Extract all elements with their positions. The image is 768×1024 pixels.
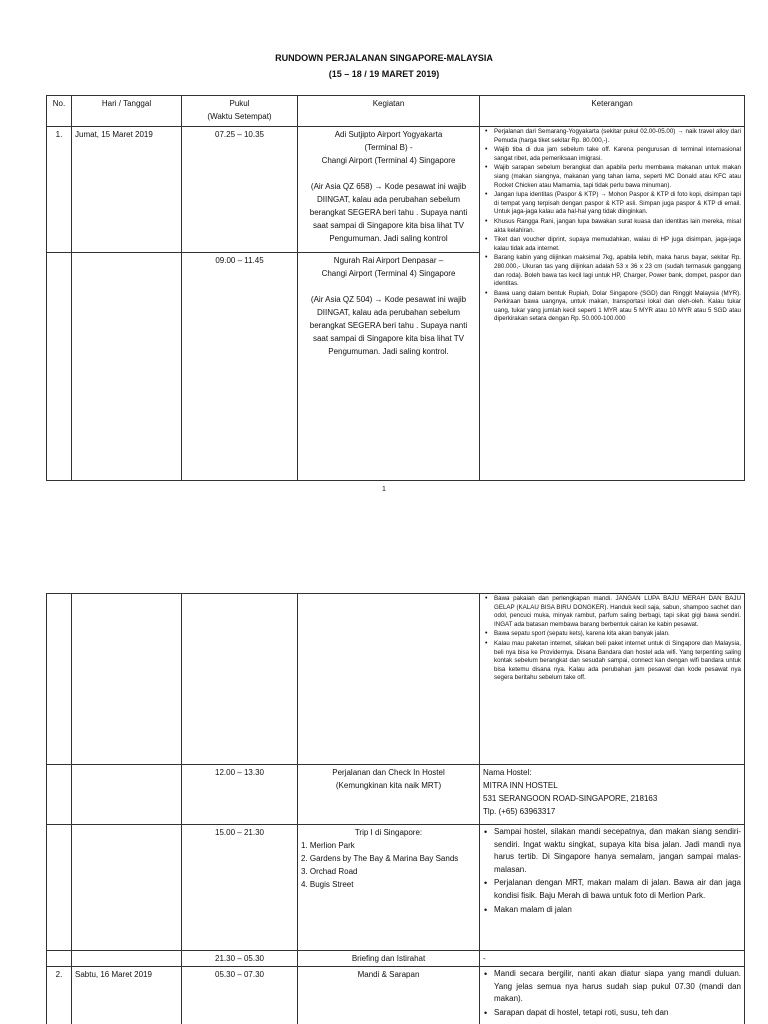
row-no — [47, 765, 72, 825]
row-keterangan — [480, 127, 745, 481]
list-item: • Kalau mau paketan internet, silakan beli paket internet untuk di Singapore dan Malaysia, beli nya bisa ke Providernya. Disana Bandara dan hostel ada wifi. Yang terpenting saling kontak sebelum berangkat dan sesudah sampai, connect kan dengan wifi bandara untuk bisa ketemu disana nya. Kalau ada perubahan jam pesawat dan kode pesawat nya segera beritahu sebelum take off. — [494, 640, 741, 683]
header-pukul — [182, 96, 298, 127]
row-keterangan — [480, 825, 745, 951]
table-header-row — [47, 96, 745, 127]
row-no: 2. — [47, 967, 72, 1024]
table-row — [47, 967, 745, 1024]
list-item: • Tiket dan voucher diprint, supaya memudahkan, walau di HP juga disimpan, jaga-jaga kalau tidak ada internet. — [494, 236, 741, 253]
table-row — [47, 765, 745, 825]
hostel-name: MITRA INN HOSTEL — [483, 781, 558, 790]
kegiatan-line: Perjalanan dan Check In Hostel — [332, 768, 445, 777]
rundown-table-page-1 — [46, 95, 745, 481]
row-no — [47, 253, 72, 481]
row-kegiatan — [298, 825, 480, 951]
row-hari — [72, 825, 182, 951]
trip-list — [301, 839, 476, 891]
kegiatan-body: (Air Asia QZ 658) → Kode pesawat ini wajib DIINGAT, kalau ada perubahan sebelum berangkat SEGERA beri tahu . Supaya nanti saat sampai di Singapore kita bisa lihat TV Pengumuman. Jadi saling kontrol — [309, 182, 468, 243]
row-kegiatan — [298, 594, 480, 765]
row-keterangan — [480, 967, 745, 1024]
kegiatan-body: (Air Asia QZ 504) → Kode pesawat ini wajib DIINGAT, kalau ada perubahan sebelum berangkat SEGERA beri tahu . Supaya nanti saat sampai di Singapore kita bisa lihat TV Pengumuman. Jadi saling kontrol. — [309, 295, 468, 356]
row-kegiatan: Mandi & Sarapan — [298, 967, 480, 1024]
row-kegiatan — [298, 765, 480, 825]
row-keterangan: - — [480, 951, 745, 967]
header-pukul-label: Pukul — [229, 99, 250, 108]
page-number: 1 — [382, 486, 386, 493]
list-item: • Bawa pakaian dan perlengkapan mandi. JANGAN LUPA BAJU MERAH DAN BAJU GELAP (KALAU BISA BIRU DONGKER). Handuk kecil saja, sabun, shampoo sachet dan odol, pencuci muka, minyak rambut, parfum saling berbagi, tapi sikat gigi bawa sendiri. INGAT ada batasan membawa barang berbentuk cairan ke kabin pesawat. — [494, 595, 741, 629]
list-item: • Jangan lupa identitas (Paspor & KTP) → Mohon Paspor & KTP di foto kopi, disimpan tapi di tempat yang terpisah dengan paspor & KTP asli. Simpan juga paspor & KTP di email. Untuk jaga-jaga kalau ada hal-hal yang tidak diinginkan. — [494, 191, 741, 217]
row-hari — [72, 765, 182, 825]
list-item: • Makan malam di jalan — [494, 904, 741, 917]
list-item: • Khusus Rangga Rani, jangan lupa bawakan surat kuasa dan identitas lain mereka, misal akta kelahiran. — [494, 218, 741, 235]
rundown-table-page-2 — [46, 593, 745, 1024]
header-kegiatan: Kegiatan — [298, 96, 480, 127]
kegiatan-heading-line: Adi Sutjipto Airport Yogyakarta — [334, 130, 443, 139]
row-pukul: 07.25 – 10.35 — [182, 127, 298, 253]
list-item: 2. Gardens by The Bay & Marina Bay Sands — [301, 854, 459, 863]
row-pukul — [182, 594, 298, 765]
list-item: • Sampai hostel, silakan mandi secepatnya, dan makan siang sendiri-sendiri. Ingat waktu singkat, supaya kita bisa jalan. Jadi mandi nya harus tertib. Di Singapore hanya semalam, jangan sampai malas-malasan. — [494, 826, 741, 876]
page-gap — [0, 512, 768, 592]
list-item: 3. Orchad Road — [301, 867, 358, 876]
hostel-phone: Tlp. (+65) 63963317 — [483, 807, 556, 816]
header-no: No. — [47, 96, 72, 127]
list-item: • Wajib tiba di dua jam sebelum take off. Karena pengurusan di terminal internasional sangat ribet, ada pemeriksaan imigrasi. — [494, 146, 741, 163]
header-pukul-sub: (Waktu Setempat) — [207, 112, 272, 121]
row-pukul: 12.00 – 13.30 — [182, 765, 298, 825]
list-item: • Perjalanan dengan MRT, makan malam di jalan. Bawa air dan jaga kondisi fisik. Baju Merah di bawa untuk foto di Merlion Park. — [494, 877, 741, 902]
keterangan-list — [483, 128, 741, 324]
trip-title: Trip I di Singapore: — [354, 828, 423, 837]
row-pukul: 09.00 – 11.45 — [182, 253, 298, 481]
list-item: 4. Bugis Street — [301, 880, 354, 889]
list-item: • Perjalanan dari Semarang-Yogyakarta (sekitar pukul 02.00-05.00) → naik travel alloy dari Pemuda (harga tiket sekitar Rp. 80.000,-). — [494, 128, 741, 145]
row-keterangan — [480, 765, 745, 825]
list-item: 1. Merlion Park — [301, 841, 355, 850]
row-keterangan — [480, 594, 745, 765]
row-kegiatan — [298, 127, 480, 253]
row-no: 1. — [47, 127, 72, 253]
row-pukul: 05.30 – 07.30 — [182, 967, 298, 1024]
document-page-2 — [0, 592, 768, 1024]
keterangan-list — [483, 595, 741, 683]
row-hari — [72, 594, 182, 765]
header-keterangan: Keterangan — [480, 96, 745, 127]
list-item: • Bawa uang dalam bentuk Rupiah, Dolar Singapore (SGD) dan Ringgit Malaysia (MYR). Perkiraan bawa uangnya, untuk makan, transportasi lokal dan oleh-oleh. Kalau tukar uang, tukar yang jumlah kecil seperti 1 MYR atau 5 MYR atau 10 MYR atau 5 SGD atau diperkirakan setara dengan Rp. 50.000-100.000 — [494, 290, 741, 324]
row-no — [47, 951, 72, 967]
table-row — [47, 127, 745, 253]
kegiatan-heading-line: Changi Airport (Terminal 4) Singapore — [321, 269, 456, 278]
list-item: • Bawa sepatu sport (sepatu kets), karena kita akan banyak jalan. — [494, 630, 741, 639]
row-no — [47, 825, 72, 951]
header-hari: Hari / Tanggal — [72, 96, 182, 127]
list-item: • Barang kabin yang diijinkan maksimal 7kg, apabila lebih, maka harus bayar, sekitar Rp. 280.000,- Ukuran tas yang diijinkan adalah 53 x 36 x 23 cm (sudah termasuk ganggang dan roda). Boleh bawa tas kecil lagi untuk HP, Charger, Power bank, dompet, paspor dan identitas. — [494, 254, 741, 288]
row-hari — [72, 253, 182, 481]
document-subtitle: (15 – 18 / 19 MARET 2019) — [328, 69, 440, 79]
table-row — [47, 594, 745, 765]
hostel-label: Nama Hostel: — [483, 768, 532, 777]
hostel-address: 531 SERANGOON ROAD-SINGAPORE, 218163 — [483, 794, 658, 803]
list-item: • Wajib sarapan sebelum berangkat dan apabila perlu membawa makanan untuk makan siang (makan siangnya, makanan yang tahan lama, seperti MC Donald atau KFC atau Rocket Chicken atau Mamamia, tapi tidak perlu bawa minuman). — [494, 164, 741, 190]
keterangan-list — [483, 826, 741, 916]
kegiatan-heading-line: Changi Airport (Terminal 4) Singapore — [321, 156, 456, 165]
kegiatan-line: (Kemungkinan kita naik MRT) — [335, 781, 442, 790]
row-hari — [72, 951, 182, 967]
row-kegiatan: Briefing dan Istirahat — [298, 951, 480, 967]
list-item: • Sarapan dapat di hostel, tetapi roti, susu, teh dan — [494, 1007, 741, 1020]
row-hari: Sabtu, 16 Maret 2019 — [72, 967, 182, 1024]
row-hari: Jumat, 15 Maret 2019 — [72, 127, 182, 253]
table-row — [47, 825, 745, 951]
table-row — [47, 951, 745, 967]
kegiatan-heading-line: (Terminal B) - — [364, 143, 413, 152]
keterangan-list — [483, 968, 741, 1019]
list-item: • Mandi secara bergilir, nanti akan diatur siapa yang mandi duluan. Yang jelas semua nya harus sudah siap pukul 07.30 (mandi dan makan). — [494, 968, 741, 1006]
row-pukul: 21.30 – 05.30 — [182, 951, 298, 967]
kegiatan-heading-line: Ngurah Rai Airport Denpasar – — [333, 256, 444, 265]
row-no — [47, 594, 72, 765]
row-pukul: 15.00 – 21.30 — [182, 825, 298, 951]
document-title: RUNDOWN PERJALANAN SINGAPORE-MALAYSIA — [275, 53, 493, 63]
row-kegiatan — [298, 253, 480, 481]
